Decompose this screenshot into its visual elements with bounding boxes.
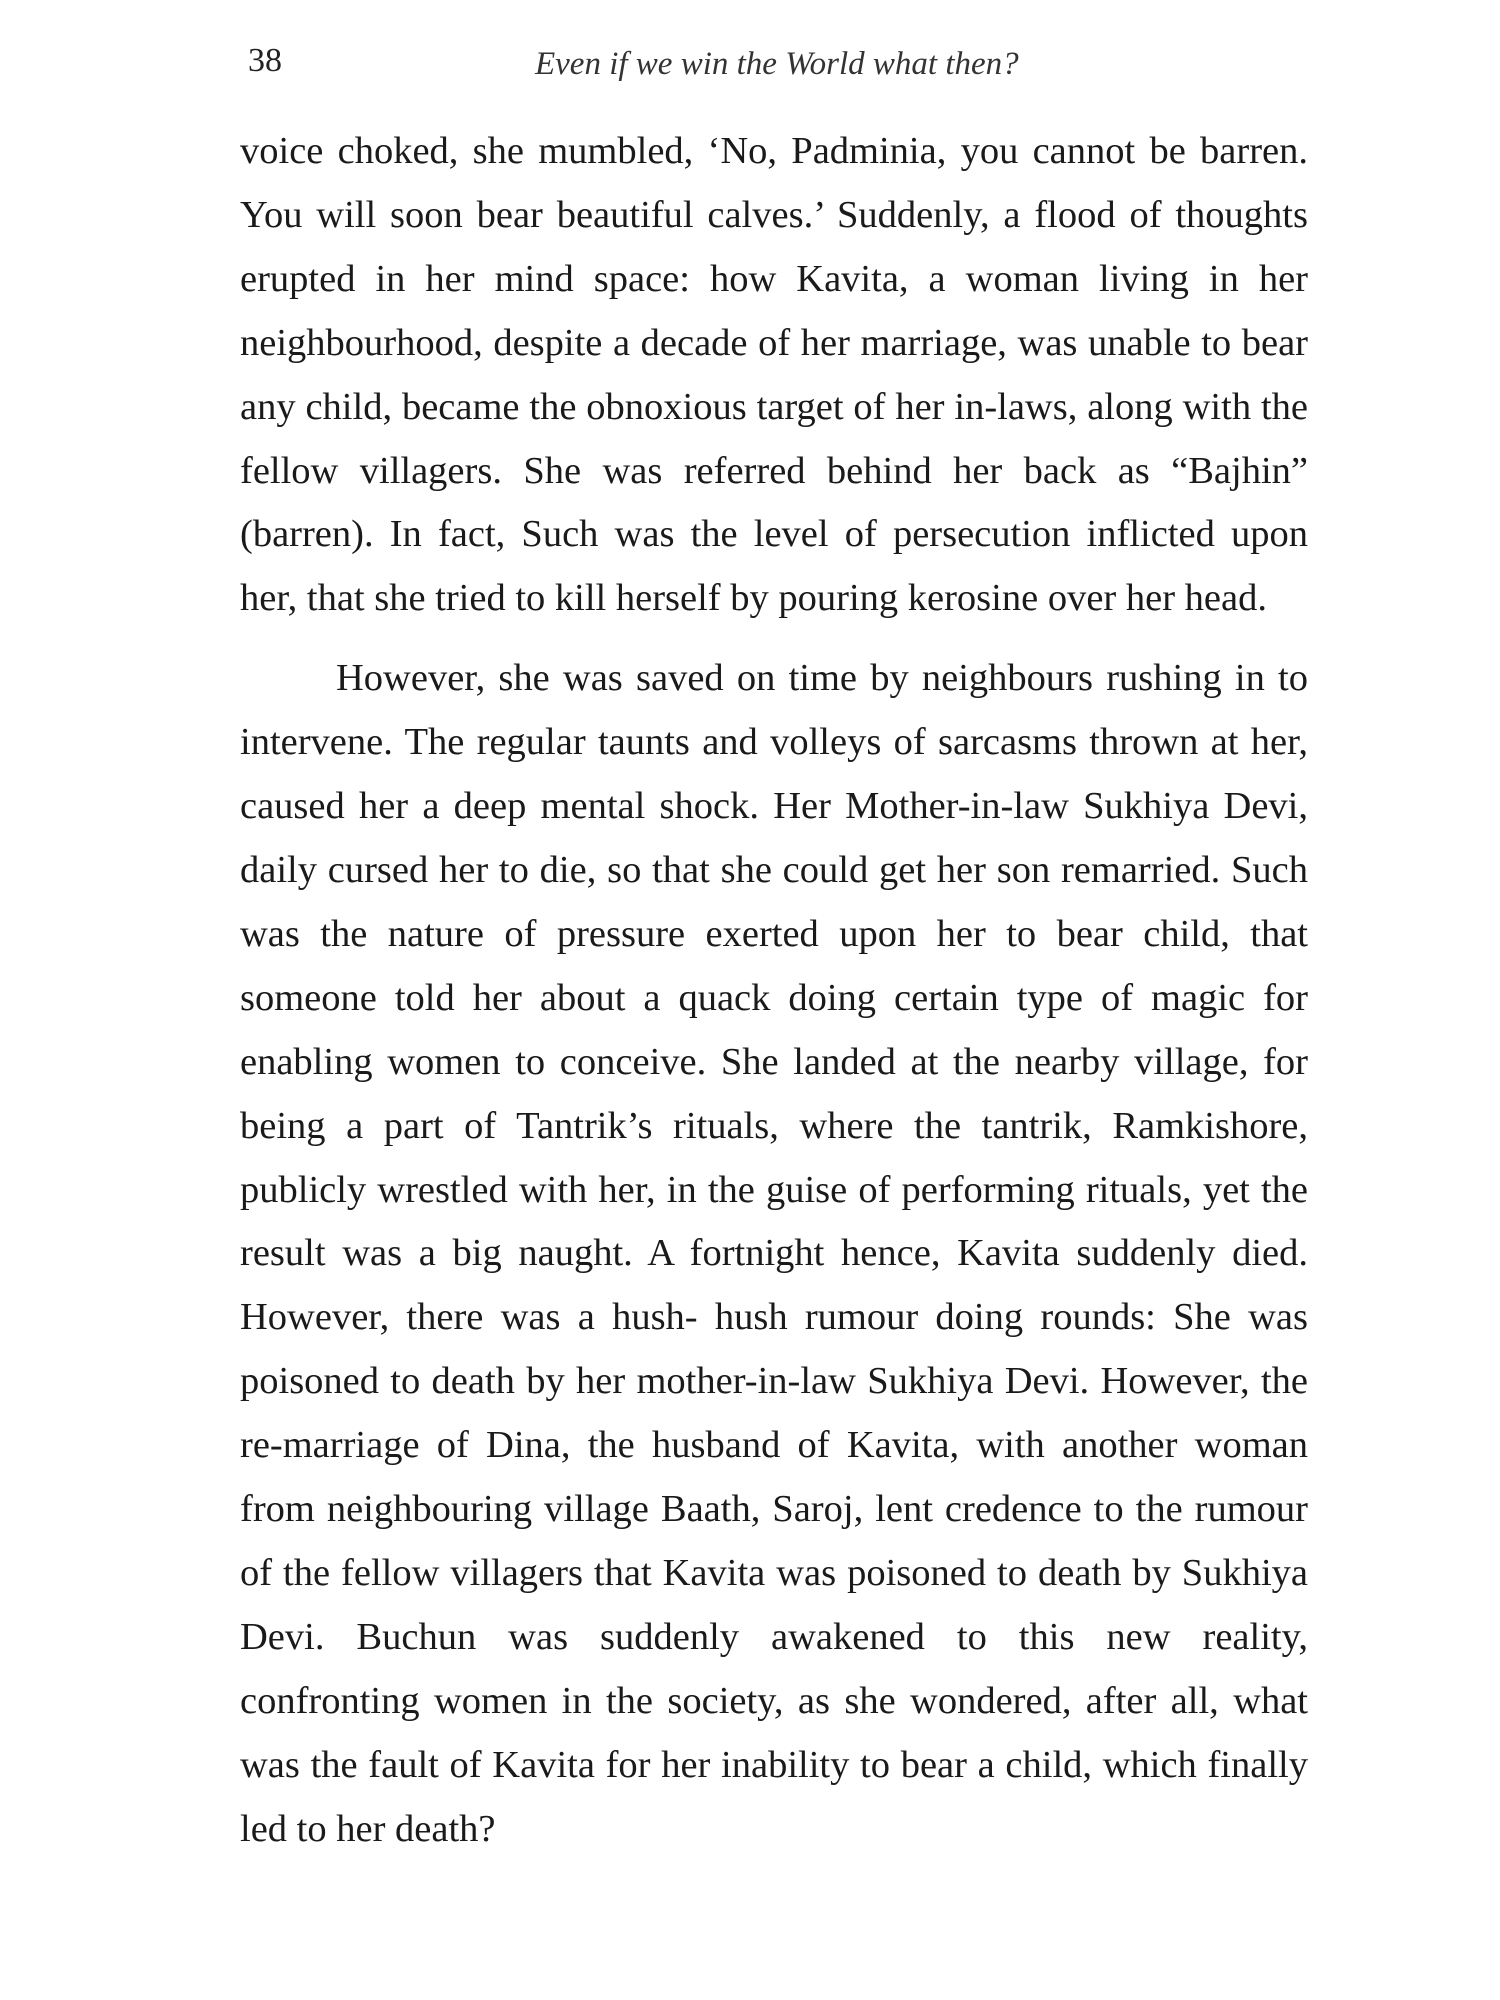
page-number: 38 xyxy=(248,42,282,79)
body-text xyxy=(240,120,1308,1861)
page-header xyxy=(0,42,1500,92)
paragraph-1: voice choked, she mumbled, ‘No, Padminia, you cannot be barren. You will soon bear beautiful calves.’ Suddenly, a flood of thoughts erupted in her mind space: how Kavita, a woman living in her neighbourhood, despite a decade of her marriage, was unable to bear any child, became the obnoxious target of her in-laws, along with the fellow villagers. She was referred behind her back as “Bajhin” (barren). In fact, Such was the level of persecution inflicted upon her, that she tried to kill herself by pouring kerosine over her head. xyxy=(240,130,1308,620)
paragraph-2: However, she was saved on time by neighbours rushing in to intervene. The regular taunts and volleys of sarcasms thrown at her, caused her a deep mental shock. Her Mother-in-law Sukhiya Devi, daily cursed her to die, so that she could get her son remarried. Such was the nature of pressure exerted upon her to bear child, that someone told her about a quack doing certain type of magic for enabling women to conceive. She landed at the nearby village, for being a part of Tantrik’s rituals, where the tantrik, Ramkishore, publicly wrestled with her, in the guise of performing rituals, yet the result was a big naught. A fortnight hence, Kavita suddenly died. However, there was a hush- hush rumour doing rounds: She was poisoned to death by her mother-in-law Sukhiya Devi. However, the re-marriage of Dina, the husband of Kavita, with another woman from neighbouring village Baath, Saroj, lent credence to the rumour of the fellow villagers that Kavita was poisoned to death by Sukhiya Devi. Buchun was suddenly awakened to this new reality, confronting women in the society, as she wondered, after all, what was the fault of Kavita for her inability to bear a child, which finally led to her death? xyxy=(240,657,1308,1850)
running-title: Even if we win the World what then? xyxy=(535,46,1019,82)
